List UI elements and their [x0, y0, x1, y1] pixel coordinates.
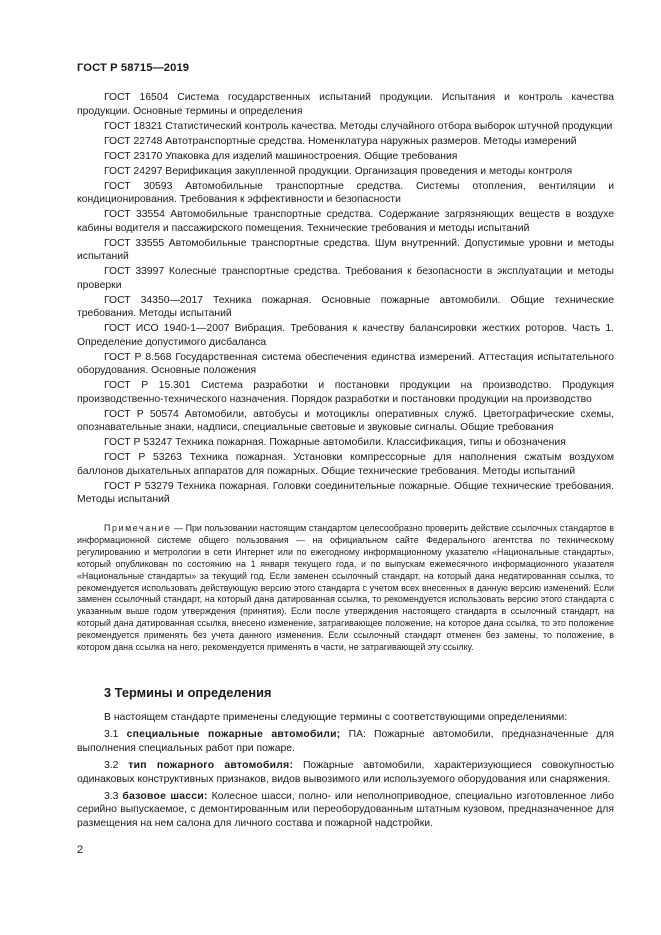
section-title: 3 Термины и определения [104, 685, 272, 700]
reference-item: ГОСТ 33555 Автомобильные транспортные средства. Шум внутренний. Допустимые уровни и методы испытаний [77, 237, 614, 262]
reference-item: ГОСТ ИСО 1940-1—2007 Вибрация. Требования к качеству балансировки жестких роторов. Часть 1. Определение допустимого дисбаланса [77, 323, 614, 348]
term-name: тип пожарного автомобиля: [128, 759, 294, 771]
reference-item: ГОСТ Р 8.568 Государственная система обеспечения единства измерений. Аттестация испытательного оборудования. Основные положения [77, 351, 614, 376]
note-dash: — [171, 523, 186, 533]
reference-item: ГОСТ 34350—2017 Техника пожарная. Основные пожарные автомобили. Общие технические требования. Методы испытаний [77, 294, 614, 319]
terms-section [77, 711, 614, 834]
note-label: Примечание [104, 523, 172, 533]
term-number: 3.2 [104, 759, 119, 771]
term-definition [77, 790, 614, 831]
reference-item: ГОСТ 30593 Автомобильные транспортные средства. Системы отопления, вентиляции и кондиционирования. Требования к эффективности и безопасности [77, 180, 614, 205]
term-definition [77, 759, 614, 786]
reference-item: ГОСТ Р 53263 Техника пожарная. Установки компрессорные для наполнения сжатым воздухом баллонов дыхательных аппаратов для пожарных. Общие технические требования. Методы испытаний [77, 452, 614, 477]
term-def: Колесное шасси, полно- или неполноприводное, специально изготовленное либо серийно выпускаемое, с демонтированным или переоборудованным штатным кузовом, предназначенное для размещения на нем салона для личного состава и пожарной надстройки. [77, 790, 615, 830]
term-number: 3.3 [104, 790, 119, 802]
normative-references-list [77, 91, 614, 508]
reference-item: ГОСТ 23170 Упаковка для изделий машиностроения. Общие требования [104, 150, 458, 162]
term-def: Пожарные автомобили, характеризующиеся совокупностью одинаковых конструктивных признаков, видов вывозимого или используемого оборудования или снаряжения. [77, 759, 615, 785]
reference-item: ГОСТ Р 53279 Техника пожарная. Головки соединительные пожарные. Общие технические требования. Методы испытаний [77, 480, 614, 505]
term-def: ПА: Пожарные автомобили, предназначенные для выполнения специальных работ при пожаре. [77, 729, 615, 754]
reference-item: ГОСТ 33554 Автомобильные транспортные средства. Содержание загрязняющих веществ в воздухе кабины водителя и пассажирского помещения. Технические требования и методы испытаний [77, 209, 614, 234]
reference-item: ГОСТ 24297 Верификация закупленной продукции. Организация проведения и методы контроля [104, 165, 573, 177]
reference-item: ГОСТ 22748 Автотранспортные средства. Номенклатура наружных размеров. Методы измерений [104, 135, 577, 147]
reference-item: ГОСТ Р 15.301 Система разработки и постановки продукции на производство. Продукция производственно-технического назначения. Порядок разработки и постановки продукции на производство [77, 380, 614, 405]
term-number: 3.1 [104, 729, 119, 741]
page-number: 2 [77, 844, 84, 856]
note-text: При пользовании настоящим стандартом целесообразно проверить действие ссылочных стандартов в информационной системе общего пользования — на официальном сайте Федерального агентства по техническому регулированию и метрологии в сети Интернет или по ежегодному информационному указателю «Национальные стандарты», который опубликован по состоянию на 1 января текущего года, и по выпускам ежемесячного информационного указателя «Национальные стандарты» за текущий год. Если заменен ссылочный стандарт, на который дана недатированная ссылка, то рекомендуется использовать действующую версию этого стандарта с учетом всех внесенных в данную версию изменений. Если заменен ссылочный стандарт, на который дана датированная ссылка, то рекомендуется использовать версию этого стандарта с указанным выше годом утверждения (принятия). Если после утверждения настоящего стандарта в ссылочный стандарт, на который дана датированная ссылка, внесено изменение, затрагивающее положение, на которое дана ссылка, то это положение рекомендуется применять без учета данного изменения. Если ссылочный стандарт отменен без замены, то положение, в котором дана ссылка на него, рекомендуется применять в части, не затрагивающей эту ссылку. [77, 523, 614, 653]
term-definition [77, 728, 614, 755]
term-name: специальные пожарные автомобили; [126, 729, 341, 741]
reference-item: ГОСТ 18321 Статистический контроль качества. Методы случайного отбора выборок штучной продукции [104, 120, 613, 132]
section-intro: В настоящем стандарте применены следующие термины с соответствующими определениями: [104, 712, 568, 723]
reference-item: ГОСТ 33997 Колесные транспортные средства. Требования к безопасности в эксплуатации и методы проверки [77, 266, 614, 291]
page-header: ГОСТ Р 58715—2019 [77, 62, 190, 74]
reference-item: ГОСТ Р 50574 Автомобили, автобусы и мотоциклы оперативных служб. Цветографические схемы, опознавательные знаки, надписи, специальные световые и звуковые сигналы. Общие требования [77, 408, 614, 433]
note-paragraph [77, 523, 614, 654]
reference-item: ГОСТ Р 53247 Техника пожарная. Пожарные автомобили. Классификация, типы и обозначения [104, 437, 566, 448]
term-name: базовое шасси: [122, 790, 208, 802]
reference-item: ГОСТ 16504 Система государственных испытаний продукции. Испытания и контроль качества продукции. Основные термины и определения [77, 92, 614, 117]
